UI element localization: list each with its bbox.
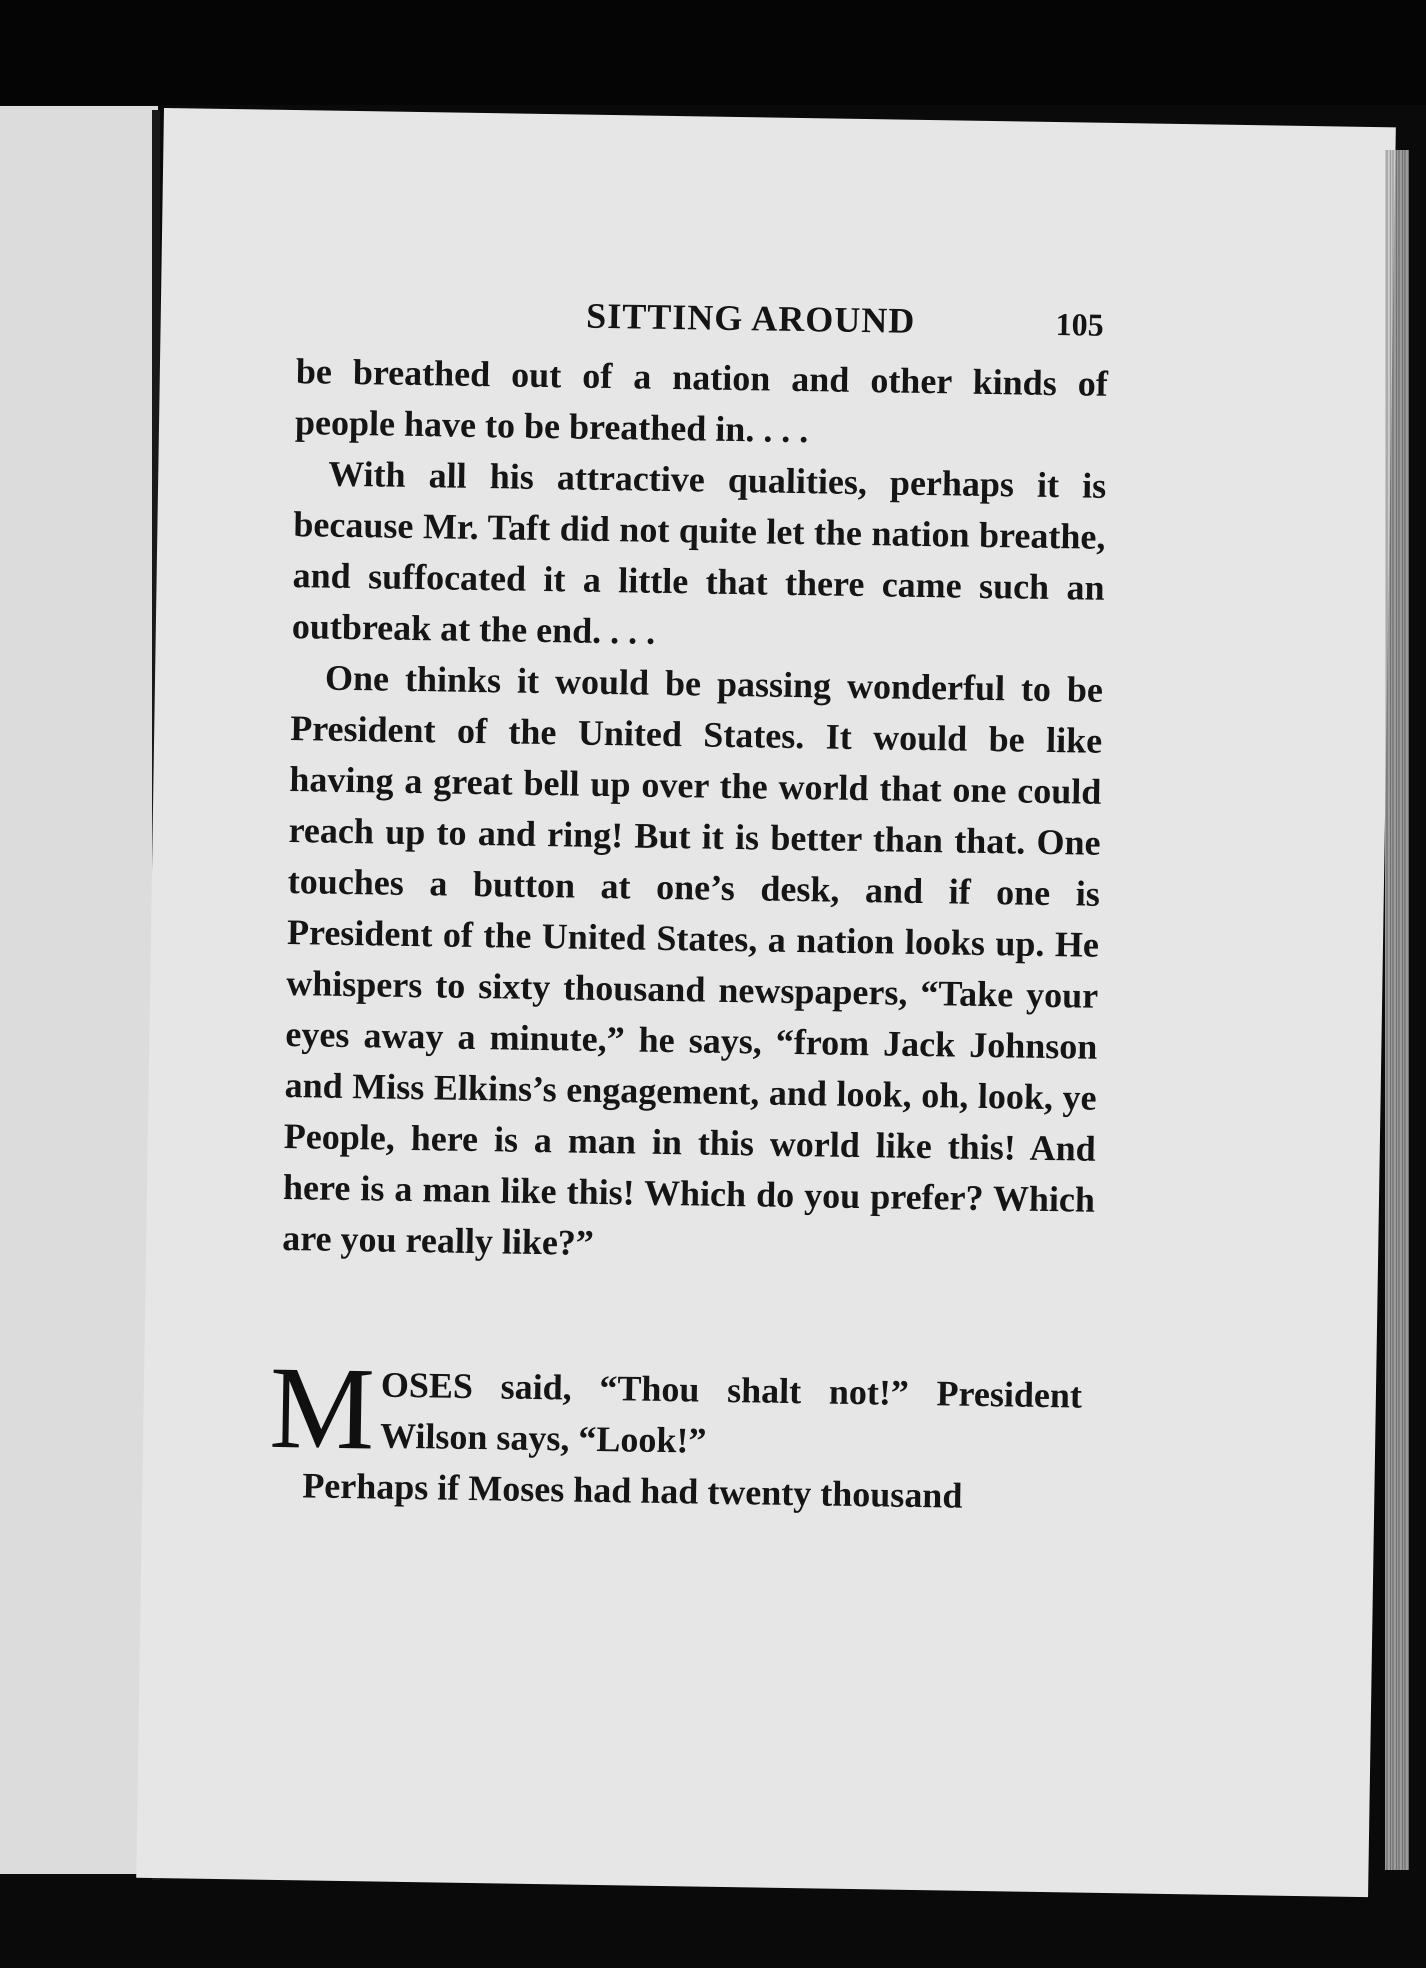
- paragraph: With all his attractive qualities, perhaps it is because Mr. Taft did not quite let the nation breathe, and suffocated it a little that there came such an outbreak at the end. . . .: [291, 453, 1107, 652]
- facing-page-edge: [0, 106, 158, 1874]
- section-opening-paragraph: [268, 1341, 1083, 1475]
- paragraph: Perhaps if Moses had had twenty thousand: [302, 1465, 963, 1516]
- book-page: [136, 108, 1396, 1897]
- drop-cap: M: [268, 1341, 376, 1475]
- page-stack-edge: [1385, 150, 1409, 1870]
- running-head: SITTING AROUND: [585, 295, 916, 341]
- section-opening-text: OSES said, “Thou shalt not!” President Wilson says, “Look!”: [379, 1364, 1083, 1461]
- page-number: 105: [1055, 306, 1104, 343]
- new-section: [268, 1341, 1083, 1524]
- body-text: [282, 346, 1108, 1277]
- scan-background-top: [0, 0, 1426, 105]
- paragraph: One thinks it would be passing wonderful to be President of the United States. It would be like having a great bell up over the world that one could reach up to and ring! But it is better than that. One touches a button at one’s desk, and if one is President of the United States, a nation looks up. He whispers to sixty thousand newspapers, “Take your eyes away a minute,” he says, “from Jack Johnson and Miss Elkins’s engagement, and look, oh, look, ye People, here is a man in this world like this! And here is a man like this! Which do you prefer? Which are you really like?”: [281, 657, 1104, 1263]
- paragraph: be breathed out of a nation and other kinds of people have to be breathed in. . . .: [294, 351, 1109, 451]
